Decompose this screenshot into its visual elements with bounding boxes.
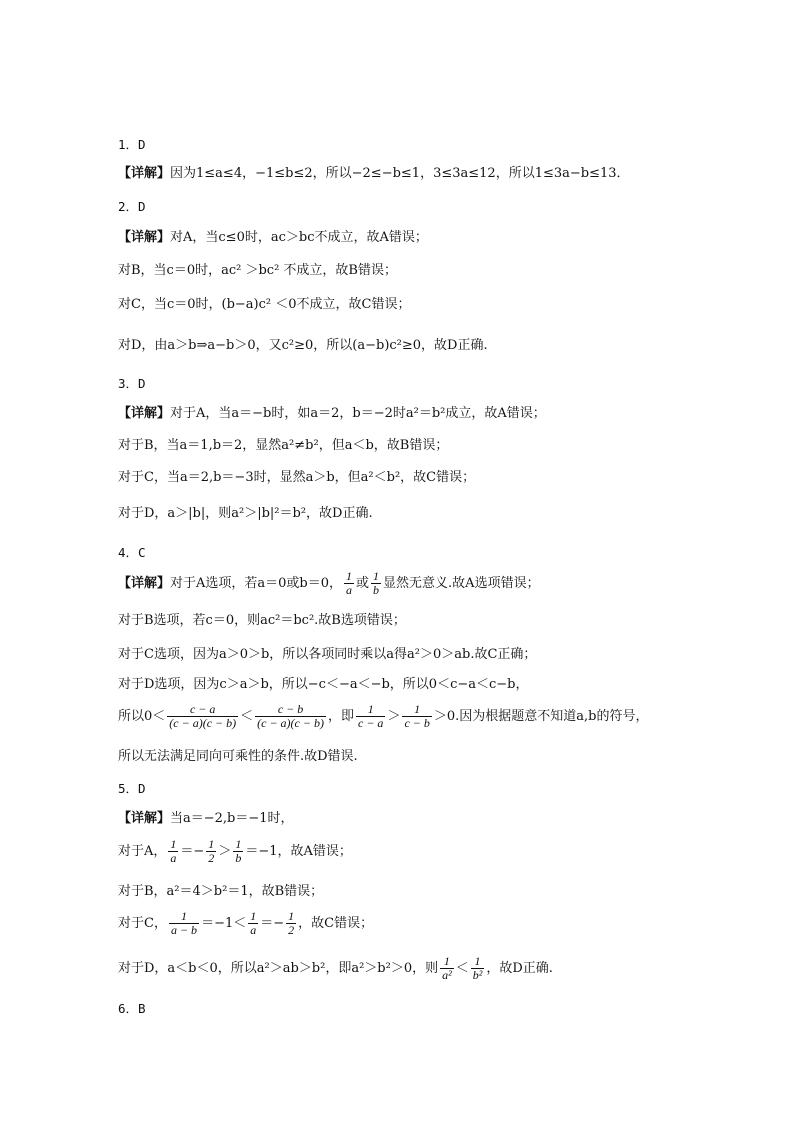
explanation-text: 对于A， [118, 844, 167, 859]
fraction-numerator: 1 [288, 909, 295, 923]
answer-number-5: 5．D [118, 781, 146, 796]
detail-tag: 【详解】 [118, 576, 171, 591]
fraction [168, 838, 178, 865]
fraction [344, 570, 354, 597]
fraction-denominator: 2 [288, 923, 295, 937]
fraction [471, 955, 485, 982]
fraction [286, 910, 296, 937]
fraction-numerator: 1 [373, 569, 380, 583]
answer-number-6: 6．B [118, 1001, 146, 1016]
fraction-numerator: 1 [169, 910, 199, 924]
fraction-numerator: 1 [356, 703, 385, 717]
fraction-numerator: 1 [170, 837, 177, 851]
fraction-numerator: 1 [346, 569, 353, 583]
explanation-text: 对于A，当a＝−b时，如a＝2，b＝−2时a²＝b²成立，故A错误； [170, 406, 546, 421]
explanation-line: 对于B，当a＝1,b＝2，显然a²≠b²，但a＜b，故B错误； [118, 438, 449, 453]
fraction [402, 703, 431, 730]
fraction-numerator: 1 [235, 837, 242, 851]
fraction-denominator: b² [472, 968, 483, 982]
explanation-line: 对B，当c＝0时，ac² ＞bc² 不成立，故B错误； [118, 263, 397, 278]
explanation-line [118, 910, 373, 937]
explanation-line [118, 838, 352, 865]
explanation-line: 【详解】对于A选项，若a＝0或b＝0， $\frac{1}{a}$ 或 $\frac{1}{b}$ 显然无意义.故A选项错误； [118, 569, 540, 597]
detail-tag: 【详解】 [118, 166, 171, 181]
fraction [169, 910, 199, 937]
explanation-text: ＝− [180, 844, 205, 859]
explanation-line [118, 703, 649, 730]
explanation-text: 对于D，a＜b＜0，所以a²＞ab＞b²，即a²＞b²＞0，则 [118, 961, 439, 976]
fraction [371, 570, 381, 597]
fraction [356, 703, 385, 730]
explanation-text: 对于C， [118, 916, 167, 931]
explanation-text: ＞0.因为根据题意不知道a,b的符号， [433, 709, 649, 724]
fraction-numerator: c − a [167, 703, 238, 717]
fraction [255, 703, 326, 730]
explanation-text: 对于A选项，若a＝0或b＝0， [170, 576, 343, 591]
explanation-line: 对于B，a²＝4＞b²＝1，故B错误； [118, 884, 324, 899]
fraction-denominator: a − b [170, 923, 198, 937]
detail-tag: 【详解】 [118, 230, 171, 245]
fraction-denominator: c − b [404, 716, 430, 730]
fraction-denominator: b [373, 583, 380, 597]
explanation-text: 所以0＜ [118, 709, 166, 724]
answer-number-3: 3．D [118, 376, 146, 391]
answer-number-4: 4．C [118, 545, 146, 560]
explanation-text: 当a＝−2,b＝−1时， [170, 811, 294, 826]
explanation-line: 对于D，a＞|b|，则a²＞|b|²＝b²，故D正确. [118, 506, 373, 521]
explanation-text: ＞ [387, 709, 401, 724]
explanation-line: 对于C选项，因为a＞0＞b，所以各项同时乘以a得a²＞0＞ab.故C正确； [118, 647, 537, 662]
explanation-line: 所以无法满足同向可乘性的条件.故D错误. [118, 749, 358, 764]
explanation-line [118, 165, 630, 183]
explanation-line [118, 810, 294, 828]
fraction-denominator: a [170, 851, 177, 865]
fraction-numerator: 1 [471, 955, 485, 969]
explanation-line: 对C，当c＝0时，(b−a)c² ＜0不成立，故C错误； [118, 297, 411, 312]
explanation-text: ＜ [240, 709, 254, 724]
explanation-text: 因为1≤a≤4，−1≤b≤2，所以−2≤−b≤1，3≤3a≤12，所以1≤3a−b≤13． [170, 166, 630, 181]
fraction [233, 838, 243, 865]
fraction [440, 955, 454, 982]
fraction-numerator: 1 [440, 955, 454, 969]
explanation-line: 对于B选项，若c＝0，则ac²＝bc².故B选项错误； [118, 613, 406, 628]
answer-number-2: 2．D [118, 199, 146, 214]
detail-tag: 【详解】 [118, 811, 171, 826]
fraction-denominator: 2 [208, 851, 215, 865]
explanation-text: 显然无意义.故A选项错误； [383, 576, 540, 591]
explanation-line [118, 955, 553, 982]
explanation-line: 对D，由a＞b⇒a−b＞0，又c²≥0，所以(a−b)c²≥0，故D正确. [118, 338, 488, 353]
fraction-denominator: (c − a)(c − b) [257, 716, 324, 730]
fraction-numerator: c − b [255, 703, 326, 717]
explanation-text: ，即 [327, 709, 354, 724]
detail-tag: 【详解】 [118, 406, 171, 421]
explanation-text: ，故D正确. [486, 961, 553, 976]
explanation-text: 对A，当c≤0时，ac＞bc不成立，故A错误； [170, 230, 428, 245]
explanation-line [118, 229, 428, 247]
fraction [206, 838, 216, 865]
explanation-text: ＞ [218, 844, 232, 859]
fraction-numerator: 1 [208, 837, 215, 851]
explanation-line [118, 405, 546, 423]
fraction [248, 910, 258, 937]
fraction-denominator: a² [442, 968, 452, 982]
explanation-text: ＜ [455, 961, 469, 976]
fraction-denominator: a [250, 923, 257, 937]
fraction-denominator: c − a [358, 716, 384, 730]
fraction-denominator: a [346, 583, 353, 597]
explanation-text: ＝− [260, 916, 285, 931]
explanation-text: ，故C错误； [298, 916, 374, 931]
fraction-denominator: (c − a)(c − b) [169, 716, 237, 730]
explanation-text: ＝−1，故A错误； [245, 844, 352, 859]
explanation-line: 对于D选项，因为c＞a＞b，所以−c＜−a＜−b，所以0＜c−a＜c−b， [118, 677, 529, 692]
fraction-denominator: b [235, 851, 242, 865]
fraction-numerator: 1 [402, 703, 431, 717]
explanation-line: 对于C，当a＝2,b＝−3时，显然a＞b，但a²＜b²，故C错误； [118, 470, 476, 485]
fraction [167, 703, 238, 730]
answer-number-1: 1．D [118, 137, 146, 152]
fraction-numerator: 1 [250, 909, 257, 923]
explanation-text: ＝−1＜ [201, 916, 247, 931]
